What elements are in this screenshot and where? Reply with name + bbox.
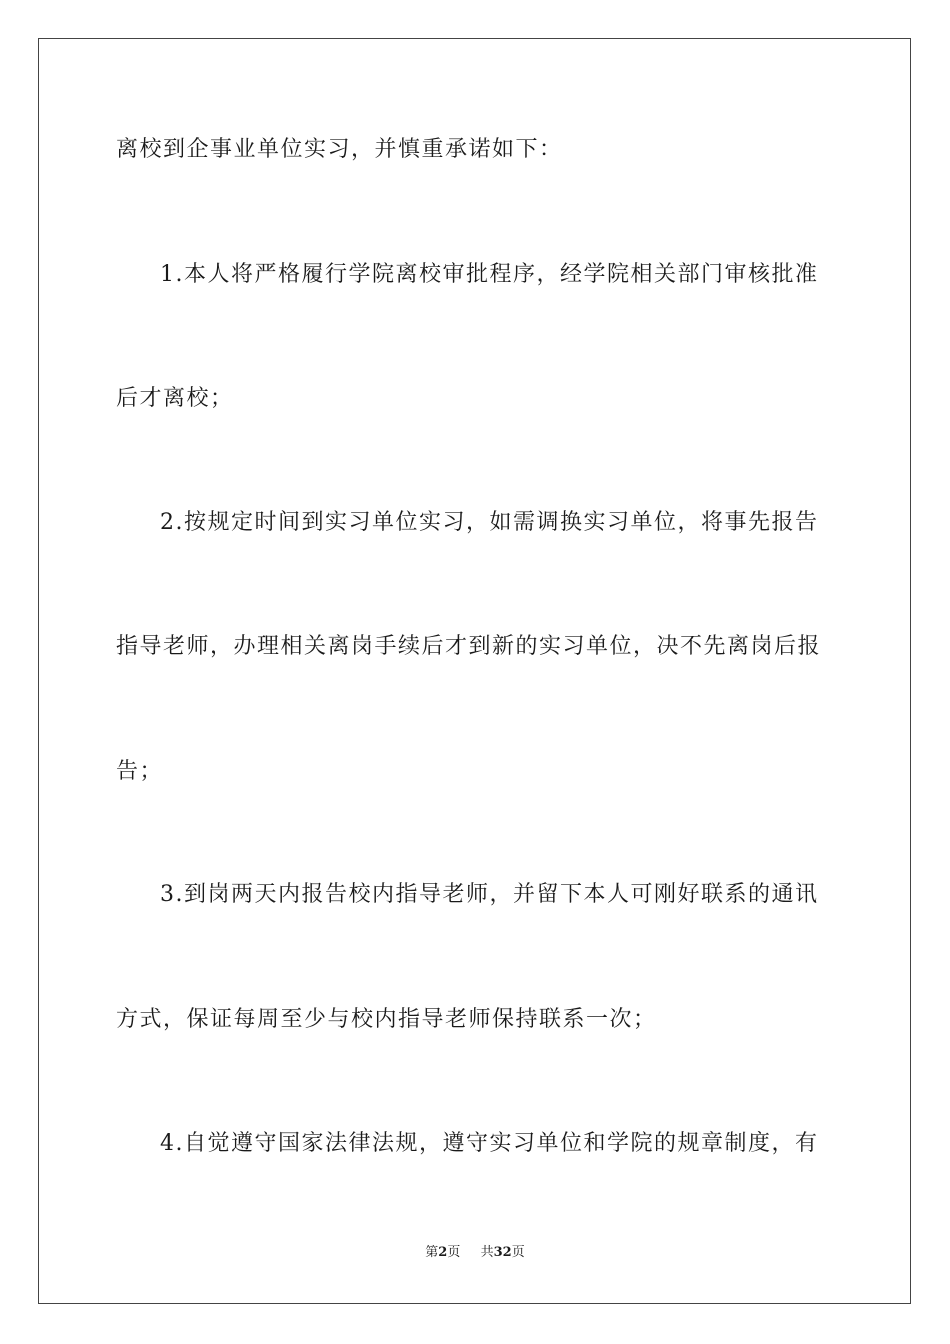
body-text-line: 指导老师，办理相关离岗手续后才到新的实习单位，决不先离岗后报 <box>116 634 822 659</box>
page-label-prefix: 第 <box>425 1245 439 1260</box>
total-label-prefix: 共 <box>480 1245 494 1260</box>
body-text-line: 告； <box>116 759 164 784</box>
page-footer <box>0 1244 950 1262</box>
body-text-line: 后才离校； <box>116 386 234 411</box>
body-text-line: 方式，保证每周至少与校内指导老师保持联系一次； <box>116 1007 657 1032</box>
total-pages: 32 <box>493 1245 512 1260</box>
body-text-line: 离校到企事业单位实习，并慎重承诺如下： <box>116 137 563 162</box>
total-label-suffix: 页 <box>511 1245 525 1260</box>
body-text-line: 4.自觉遵守国家法律法规，遵守实习单位和学院的规章制度，有 <box>160 1131 819 1156</box>
page-label-suffix: 页 <box>447 1245 461 1260</box>
body-text-line: 2.按规定时间到实习单位实习，如需调换实习单位，将事先报告 <box>160 510 819 535</box>
page-border <box>38 38 911 1304</box>
body-text-line: 1.本人将严格履行学院离校审批程序，经学院相关部门审核批准 <box>160 262 819 287</box>
body-text-line: 3.到岗两天内报告校内指导老师，并留下本人可刚好联系的通讯 <box>160 882 819 907</box>
page-number: 2 <box>438 1245 448 1260</box>
